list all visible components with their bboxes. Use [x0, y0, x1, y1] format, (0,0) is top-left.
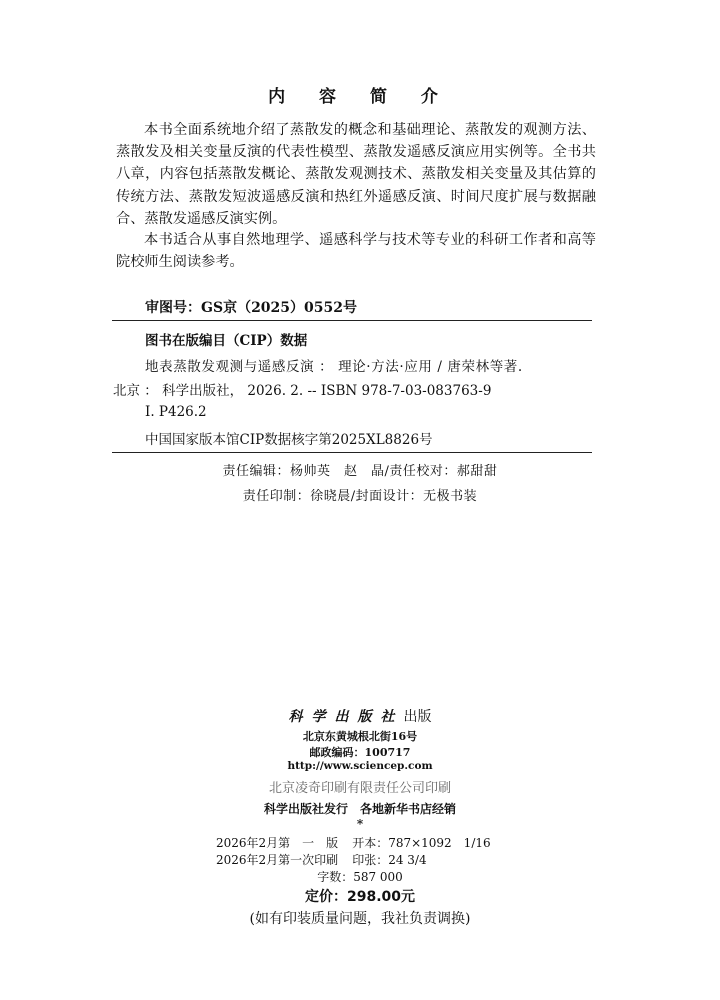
publisher-name: [0, 706, 720, 726]
divider-bottom: [112, 452, 592, 453]
edition: 2026年2月第 一 版: [216, 836, 339, 850]
printer: 北京凌奇印刷有限责任公司印刷: [268, 781, 451, 796]
separator-star: *: [356, 817, 364, 831]
publisher-address: 北京东黄城根北街16号: [302, 730, 418, 743]
publisher-suffix: 出版: [403, 709, 432, 725]
map-review-number: 审图号：GS京（2025）0552号: [145, 300, 357, 316]
editor-credits: 责任编辑：杨帅英 赵 晶/责任校对：郝甜甜: [222, 464, 498, 479]
edition-line: [216, 834, 491, 851]
quality-note: (如有印装质量问题，我社负责调换): [249, 911, 471, 927]
cip-heading: 图书在版编目（CIP）数据: [145, 333, 308, 349]
word-count: 字数：587 000: [317, 870, 403, 884]
postcode: 邮政编码：100717: [309, 746, 411, 759]
format: 开本：787×1092 1/16: [352, 836, 491, 850]
summary-paragraph-2: 本书适合从事自然地理学、遥感科学与技术等专业的科研工作者和高等院校师生阅读参考。: [116, 232, 596, 271]
summary-title: 内 容 简 介: [268, 87, 452, 107]
cip-record-number: 中国国家版本馆CIP数据核字第2025XL8826号: [145, 432, 433, 448]
sheets: 印张：24 3/4: [352, 853, 427, 867]
printing: 2026年2月第一次印刷: [216, 853, 339, 867]
price: 定价：298.00元: [304, 889, 416, 905]
publisher-url: http://www.sciencep.com: [287, 760, 433, 772]
cip-classification: Ⅰ. P426.2: [145, 404, 207, 420]
cip-publisher-line: 北京 ： 科学出版社， 2026. 2. -- ISBN 978-7-03-083763-9: [113, 383, 492, 399]
publisher-brand: 科学出版社: [288, 709, 404, 725]
divider-top: [112, 320, 592, 321]
production-credits: 责任印制：徐晓晨/封面设计：无极书装: [242, 489, 478, 504]
cip-title-line: 地表蒸散发观测与遥感反演 ： 理论·方法·应用 / 唐荣林等著.: [145, 359, 523, 375]
summary-paragraph-1: 本书全面系统地介绍了蒸散发的概念和基础理论、蒸散发的观测方法、蒸散发及相关变量反演的代表性模型、蒸散发遥感反演应用实例等。全书共八章，内容包括蒸散发概论、蒸散发观测技术、蒸散发相关变量及其估算的传统方法、蒸散发短波遥感反演和热红外遥感反演、时间尺度扩展与数据融合、蒸散发遥感反演实例。: [116, 122, 596, 227]
distribution: 科学出版社发行 各地新华书店经销: [263, 802, 456, 816]
printing-line: [216, 851, 427, 868]
